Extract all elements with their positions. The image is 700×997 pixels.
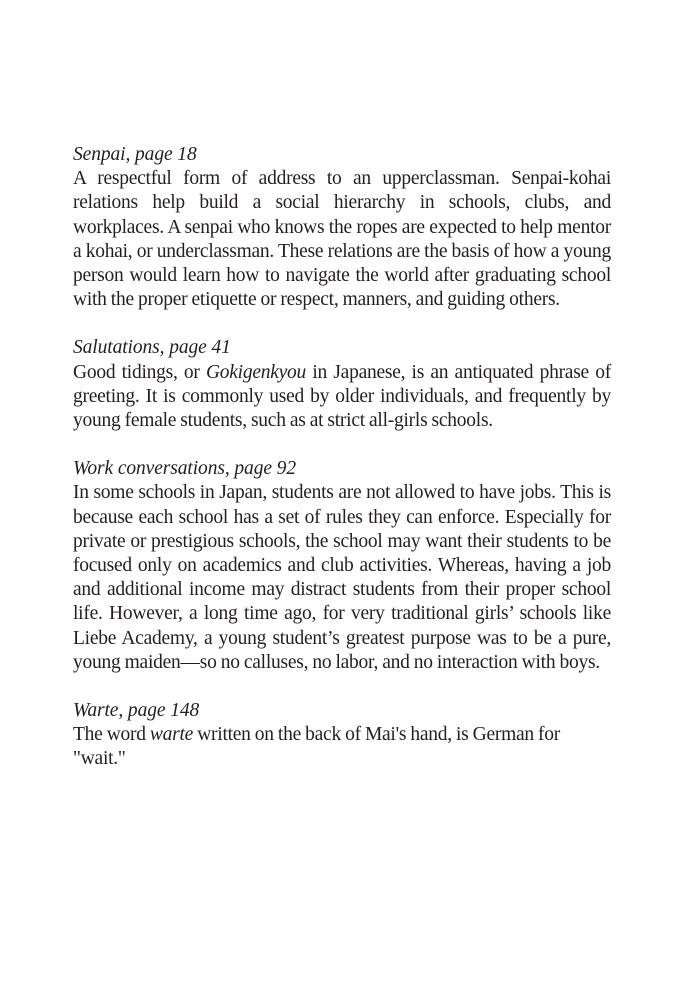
glossary-entry-work-conversations bbox=[73, 457, 611, 675]
glossary-entry-senpai bbox=[73, 143, 611, 312]
entry-body bbox=[73, 723, 611, 771]
entry-title: Senpai, page 18 bbox=[73, 144, 197, 165]
entry-body-italic-term: warte bbox=[149, 724, 194, 746]
entry-body-italic-term: Gokigenkyou bbox=[205, 361, 307, 383]
glossary-page bbox=[73, 143, 611, 796]
entry-title: Warte, page 148 bbox=[73, 700, 200, 722]
entry-body: In some schools in Japan, students are not allowed to have jobs. This is because each school has a set of rules they can enforce. Especially for private or prestigious schools, the school may want their students to be focused only on academics and club activities. Whereas, having a job and additional income may distract students from their proper school life. However, a long time ago, for very traditional girls’ schools like Liebe Academy, a young student’s greatest purpose was to be a pure, young maiden—so no calluses, no labor, and no interaction with boys. bbox=[73, 482, 611, 673]
entry-title: Work conversations, page 92 bbox=[73, 458, 296, 480]
entry-body-text: The word bbox=[73, 724, 150, 746]
entry-body-text: written on the back of Mai's hand, is German for "wait." bbox=[73, 724, 561, 770]
glossary-entry-salutations bbox=[73, 336, 611, 433]
entry-body-text: in Japanese, is an antiquated phrase of greeting. It is commonly used by older individuals, and frequently by young female students, such as at strict all-girls schools. bbox=[73, 361, 611, 432]
glossary-entry-warte bbox=[73, 699, 611, 772]
entry-body bbox=[73, 361, 611, 434]
entry-title: Salutations, page 41 bbox=[73, 337, 231, 359]
entry-body: A respectful form of address to an upperclassman. Senpai-kohai relations help build a social hierarchy in schools, clubs, and workplaces. A senpai who knows the ropes are expected to help mentor a kohai, or underclassman. These relations are the basis of how a young person would learn how to navigate the world after graduating school with the proper etiquette or respect, manners, and guiding others. bbox=[73, 168, 611, 311]
entry-body-text: Good tidings, or bbox=[73, 361, 206, 383]
